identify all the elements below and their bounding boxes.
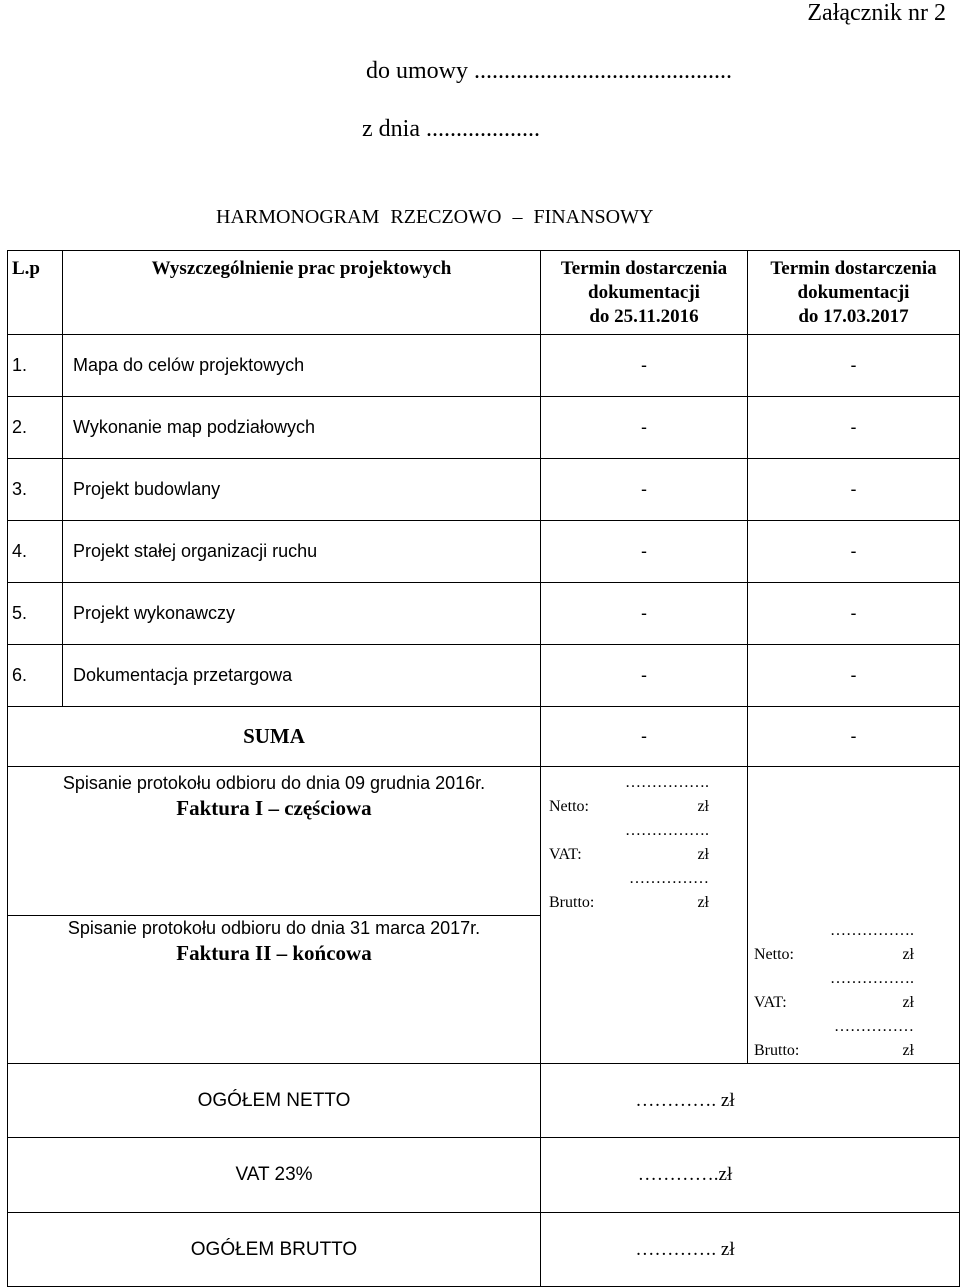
vat-value: ……………. zł [625,822,709,863]
row-term-1-value: - [541,521,748,583]
invoice-2-empty-cell [541,915,748,1064]
row-term-1-value: - [541,335,748,397]
row-term-2-value: - [748,459,960,521]
table-row [8,335,960,397]
header-description: Wyszczególnienie prac projektowych [63,251,541,335]
header-term-1-line: Termin dostarczenia [560,258,728,279]
total-brutto-label: OGÓŁEM BRUTTO [8,1213,541,1287]
schedule-table [7,250,960,1287]
header-term-1 [541,251,748,335]
vat-label: VAT: [754,994,787,1011]
row-number: 4. [8,521,63,583]
invoice-2-protocol-line: Spisanie protokołu odbioru do dnia 31 marca 2017r. [67,917,481,938]
header-term-1-date: do 25.11.2016 [589,306,699,327]
total-netto-row [8,1064,960,1138]
row-number: 2. [8,397,63,459]
vat-value: ……………. zł [830,970,914,1011]
invoice-1-protocol-line: Spisanie protokołu odbioru do dnia 09 grudnia 2016r. [62,773,486,793]
contract-date: z dnia ................... [362,116,540,142]
row-number: 6. [8,645,63,707]
invoice-1-name: Faktura I – częściowa [176,796,372,820]
row-description: Projekt budowlany [63,459,541,521]
row-description: Dokumentacja przetargowa [63,645,541,707]
invoice-2-brutto [754,1015,959,1063]
annex-label: Załącznik nr 2 [807,0,946,26]
row-term-1-value: - [541,459,748,521]
row-term-1-value: - [541,645,748,707]
table-row [8,583,960,645]
invoice-1-brutto [549,867,747,915]
invoice-2-row [8,915,960,1064]
netto-value: ……………. zł [830,922,914,963]
vat-label: VAT: [549,846,582,863]
netto-label: Netto: [754,946,794,963]
sum-term-2-value: - [748,707,960,767]
row-term-2-value: - [748,645,960,707]
table-row [8,645,960,707]
sum-label: SUMA [8,707,541,767]
row-number: 3. [8,459,63,521]
row-description: Projekt wykonawczy [63,583,541,645]
row-description: Projekt stałej organizacji ruchu [63,521,541,583]
netto-label: Netto: [549,798,589,815]
invoice-1-description [8,767,541,916]
row-term-1-value: - [541,397,748,459]
brutto-value: …………… zł [834,1018,914,1059]
document-title: HARMONOGRAM RZECZOWO – FINANSOWY [216,206,654,228]
sum-term-1-value: - [541,707,748,767]
invoice-1-netto [549,771,747,819]
invoice-1-vat [549,819,747,867]
netto-value: ……………. zł [625,774,709,815]
table-row [8,459,960,521]
brutto-label: Brutto: [549,894,595,911]
invoice-1-row [8,767,960,916]
table-row [8,397,960,459]
total-netto-label: OGÓŁEM NETTO [8,1064,541,1138]
table-row [8,521,960,583]
row-term-2-value: - [748,521,960,583]
total-vat-label: VAT 23% [8,1138,541,1213]
row-term-2-value: - [748,397,960,459]
row-number: 1. [8,335,63,397]
total-brutto-value: …………. zł [541,1213,960,1287]
header-term-2-line: dokumentacji [797,282,910,303]
row-description: Wykonanie map podziałowych [63,397,541,459]
total-brutto-row [8,1213,960,1287]
row-number: 5. [8,583,63,645]
total-netto-value: …………. zł [541,1064,960,1138]
header-lp: L.p [8,251,63,335]
total-vat-row [8,1138,960,1213]
brutto-value: …………… zł [629,870,709,911]
row-term-2-value: - [748,335,960,397]
invoice-2-vat [754,967,959,1015]
invoice-2-amounts [748,915,960,1064]
row-term-1-value: - [541,583,748,645]
invoice-2-name: Faktura II – końcowa [176,940,372,965]
brutto-label: Brutto: [754,1042,800,1059]
header-term-1-line: dokumentacji [588,282,700,303]
invoice-2-description [8,915,541,1064]
invoice-1-amounts [541,767,748,916]
total-vat-value: ………….zł [541,1138,960,1213]
header-term-2-line: Termin dostarczenia [770,258,937,279]
table-header-row [8,251,960,335]
header-term-2-date: do 17.03.2017 [798,306,909,327]
invoice-1-empty-cell [748,767,960,916]
row-description: Mapa do celów projektowych [63,335,541,397]
contract-reference: do umowy ........................................... [366,58,732,84]
sum-row [8,707,960,767]
invoice-2-netto [754,919,959,967]
header-term-2 [748,251,960,335]
row-term-2-value: - [748,583,960,645]
